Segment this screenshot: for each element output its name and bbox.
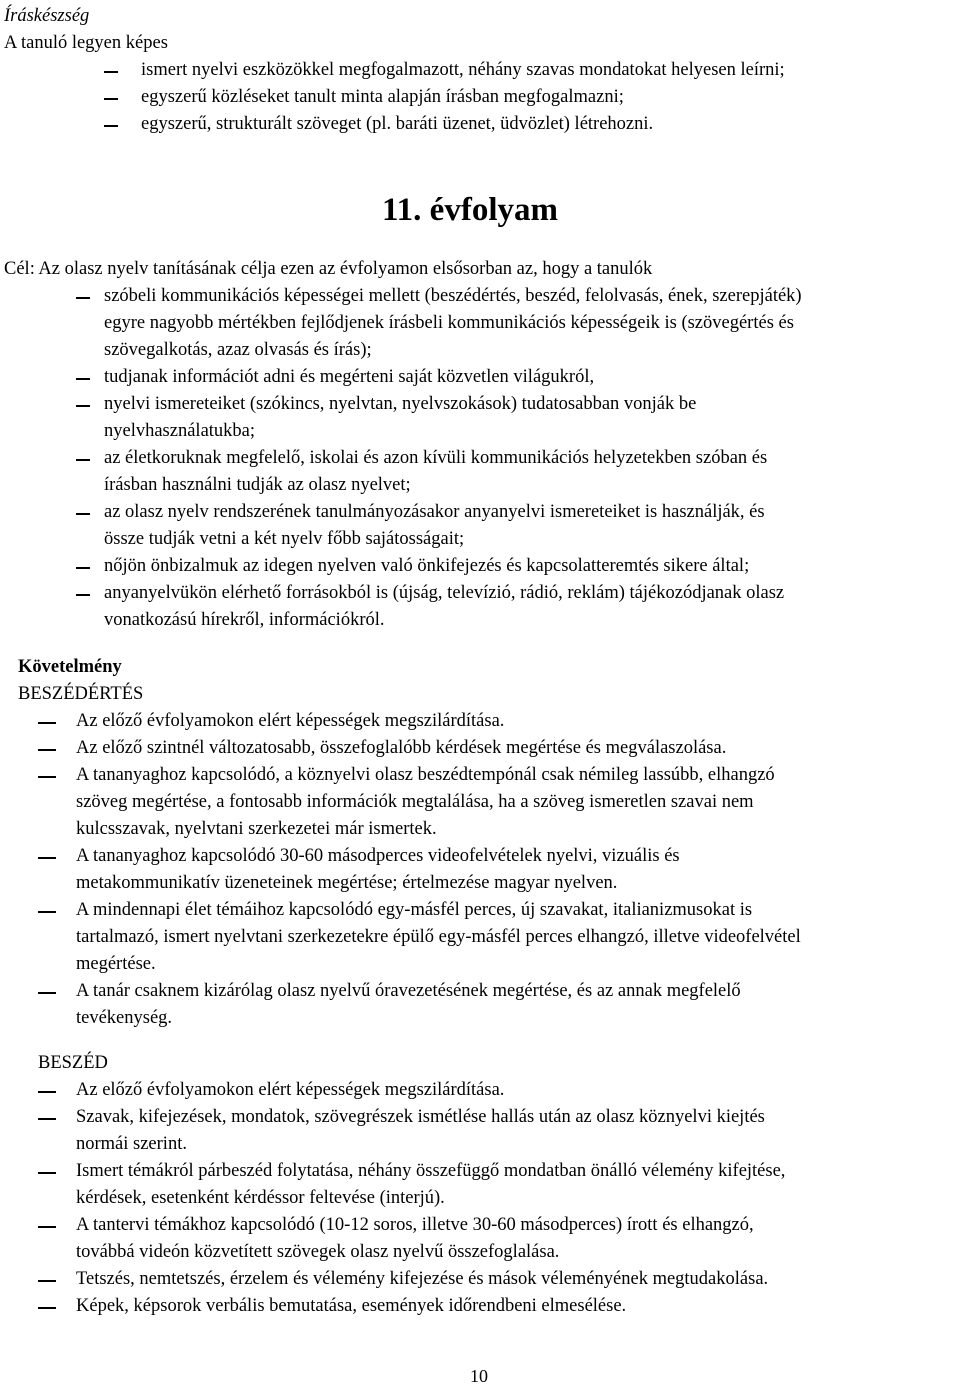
dash-bullet — [38, 1091, 56, 1093]
dash-bullet — [76, 405, 90, 407]
goal-item-line: szövegalkotás, azaz olvasás és írás); — [104, 340, 372, 360]
listening-item-line: metakommunikatív üzeneteinek megértése; értelmezése magyar nyelven. — [76, 873, 618, 893]
page-number: 10 — [470, 1366, 488, 1386]
speaking-item-line: Az előző évfolyamokon elért képességek megszilárdítása. — [76, 1080, 505, 1100]
listening-item-line: A tananyaghoz kapcsolódó, a köznyelvi olasz beszédtempónál csak némileg lassúbb, elhangzó — [76, 765, 775, 785]
grade-heading: 11. évfolyam — [382, 192, 558, 228]
dash-bullet — [76, 513, 90, 515]
writing-item: egyszerű, strukturált szöveget (pl. baráti üzenet, üdvözlet) létrehozni. — [141, 114, 654, 134]
dash-bullet — [76, 459, 90, 461]
speaking-item-line: továbbá videón közvetített szövegek olasz nyelvű összefoglalása. — [76, 1242, 560, 1262]
goal-item-line: egyre nagyobb mértékben fejlődjenek írásbeli kommunikációs képességeik is (szövegértés és — [104, 313, 794, 333]
dash-bullet — [38, 1118, 56, 1120]
writing-item: egyszerű közléseket tanult minta alapján írásban megfogalmazni; — [141, 87, 624, 107]
listening-item-line: szöveg megértése, a fontosabb információk megtalálása, ha a szöveg ismeretlen szavai nem — [76, 792, 754, 812]
goal-item-line: az életkoruknak megfelelő, iskolai és azon kívüli kommunikációs helyzetekben szóban és — [104, 448, 768, 468]
writing-item: ismert nyelvi eszközökkel megfogalmazott, néhány szavas mondatokat helyesen leírni; — [141, 60, 785, 80]
speaking-item-line: Szavak, kifejezések, mondatok, szövegrészek ismétlése hallás után az olasz köznyelvi kiejtés — [76, 1107, 765, 1127]
goal-item-line: az olasz nyelv rendszerének tanulmányozásakor anyanyelvi ismereteiket is használják, és — [104, 502, 765, 522]
requirements-title: Követelmény — [18, 657, 122, 677]
listening-item-line: kulcsszavak, nyelvtani szerkezetei már ismertek. — [76, 819, 437, 839]
speaking-item-line: Tetszés, nemtetszés, érzelem és vélemény kifejezése és mások véleményének megtudakolása. — [76, 1269, 769, 1289]
dash-bullet — [38, 1172, 56, 1174]
dash-bullet — [104, 71, 118, 73]
goal-item-line: anyanyelvükön elérhető forrásokból is (újság, televízió, rádió, reklám) tájékozódjanak olasz — [104, 583, 785, 603]
goal-item-line: szóbeli kommunikációs képességei mellett (beszédértés, beszéd, felolvasás, ének, szerepjáték) — [104, 286, 802, 306]
listening-item-line: A mindennapi élet témáihoz kapcsolódó egy-másfél perces, új szavakat, italianizmusokat is — [76, 900, 753, 920]
dash-bullet — [38, 857, 56, 859]
dash-bullet — [104, 98, 118, 100]
goal-item-line: vonatkozású hírekről, információkról. — [104, 610, 385, 630]
speaking-item-line: Ismert témákról párbeszéd folytatása, néhány összefüggő mondatban önálló vélemény kifejtése, — [76, 1161, 786, 1181]
dash-bullet — [104, 125, 118, 127]
speaking-item-line: normái szerint. — [76, 1134, 187, 1154]
goal-item-line: nyelvhasználatukba; — [104, 421, 256, 441]
goal-item-line: nyelvi ismereteiket (szókincs, nyelvtan, nyelvszokások) tudatosabban vonják be — [104, 394, 697, 414]
listening-item-line: Az előző évfolyamokon elért képességek megszilárdítása. — [76, 711, 505, 731]
listening-item-line: tevékenység. — [76, 1008, 173, 1028]
speaking-item-line: kérdések, esetenként kérdéssor feltevése (interjú). — [76, 1188, 445, 1208]
dash-bullet — [76, 567, 90, 569]
goal-item-line: össze tudják vetni a két nyelv főbb sajátosságait; — [104, 529, 465, 549]
writing-title: Íráskészség — [4, 6, 90, 26]
goal-item-line: nőjön önbizalmuk az idegen nyelven való önkifejezés és kapcsolatteremtés sikere által; — [104, 556, 750, 576]
speaking-item-line: A tantervi témákhoz kapcsolódó (10-12 soros, illetve 30-60 másodperces) írott és elhangzó, — [76, 1215, 754, 1235]
dash-bullet — [38, 992, 56, 994]
listening-title: BESZÉDÉRTÉS — [18, 684, 144, 704]
dash-bullet — [38, 776, 56, 778]
dash-bullet — [38, 749, 56, 751]
dash-bullet — [76, 297, 90, 299]
dash-bullet — [38, 1280, 56, 1282]
listening-item-line: A tanár csaknem kizárólag olasz nyelvű óravezetésének megértése, és az annak megfelelő — [76, 981, 741, 1001]
goal-item-line: tudjanak információt adni és megérteni saját közvetlen világukról, — [104, 367, 595, 387]
speaking-title: BESZÉD — [38, 1053, 108, 1073]
dash-bullet — [76, 378, 90, 380]
listening-item-line: A tananyaghoz kapcsolódó 30-60 másodperces videofelvételek nyelvi, vizuális és — [76, 846, 680, 866]
dash-bullet — [38, 1226, 56, 1228]
dash-bullet — [38, 722, 56, 724]
speaking-item-line: Képek, képsorok verbális bemutatása, események időrendbeni elmesélése. — [76, 1296, 627, 1316]
listening-item-line: tartalmazó, ismert nyelvtani szerkezetekre épülő egy-másfél perces elhangzó, illetve videofelvétel — [76, 927, 801, 947]
dash-bullet — [76, 594, 90, 596]
listening-item-line: megértése. — [76, 954, 156, 974]
dash-bullet — [38, 911, 56, 913]
goal-intro: Cél: Az olasz nyelv tanításának célja ezen az évfolyamon elsősorban az, hogy a tanulók — [4, 259, 653, 279]
listening-item-line: Az előző szintnél változatosabb, összefoglalóbb kérdések megértése és megválaszolása. — [76, 738, 727, 758]
dash-bullet — [38, 1307, 56, 1309]
goal-item-line: írásban használni tudják az olasz nyelvet; — [104, 475, 411, 495]
writing-intro: A tanuló legyen képes — [4, 33, 168, 53]
